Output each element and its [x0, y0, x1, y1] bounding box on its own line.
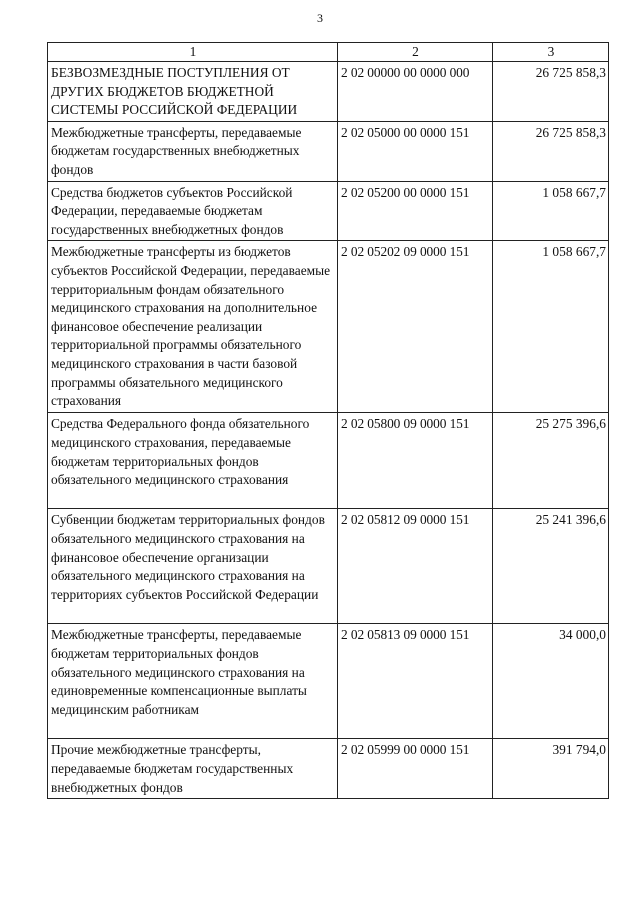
column-header-3: 3	[493, 43, 609, 62]
row-code: 2 02 05200 00 0000 151	[338, 181, 493, 241]
row-amount: 34 000,0	[493, 624, 609, 739]
row-name: Межбюджетные трансферты, передаваемые бюджетам государственных внебюджетных фондов	[48, 121, 338, 181]
row-amount: 25 275 396,6	[493, 413, 609, 509]
row-code: 2 02 05813 09 0000 151	[338, 624, 493, 739]
table-row	[48, 62, 609, 122]
row-amount: 391 794,0	[493, 739, 609, 799]
row-code: 2 02 05812 09 0000 151	[338, 509, 493, 624]
row-name: БЕЗВОЗМЕЗДНЫЕ ПОСТУПЛЕНИЯ ОТ ДРУГИХ БЮДЖЕТОВ БЮДЖЕТНОЙ СИСТЕМЫ РОССИЙСКОЙ ФЕДЕРАЦИИ	[48, 62, 338, 122]
column-header-2: 2	[338, 43, 493, 62]
row-name: Субвенции бюджетам территориальных фондов обязательного медицинского страхования на финансовое обеспечение организации обязательного медицинского страхования на территориях субъектов Российской Федерации	[48, 509, 338, 624]
budget-revenue-table	[47, 42, 609, 799]
row-code: 2 02 05999 00 0000 151	[338, 739, 493, 799]
row-code: 2 02 00000 00 0000 000	[338, 62, 493, 122]
row-amount: 26 725 858,3	[493, 62, 609, 122]
page-number: 3	[317, 11, 323, 25]
table-row	[48, 121, 609, 181]
row-name: Межбюджетные трансферты, передаваемые бюджетам территориальных фондов обязательного медицинского страхования на единовременные компенсационные выплаты медицинским работникам	[48, 624, 338, 739]
row-code: 2 02 05800 09 0000 151	[338, 413, 493, 509]
row-amount: 26 725 858,3	[493, 121, 609, 181]
table-row	[48, 509, 609, 624]
row-code: 2 02 05202 09 0000 151	[338, 241, 493, 413]
row-amount: 25 241 396,6	[493, 509, 609, 624]
row-name: Средства Федерального фонда обязательного медицинского страхования, передаваемые бюджетам территориальных фондов обязательного медицинского страхования	[48, 413, 338, 509]
row-code: 2 02 05000 00 0000 151	[338, 121, 493, 181]
row-amount: 1 058 667,7	[493, 181, 609, 241]
row-name: Прочие межбюджетные трансферты, передаваемые бюджетам государственных внебюджетных фондов	[48, 739, 338, 799]
table-header-row	[48, 43, 609, 62]
table-row	[48, 241, 609, 413]
table-row	[48, 413, 609, 509]
table-row	[48, 624, 609, 739]
column-header-1: 1	[48, 43, 338, 62]
row-name: Средства бюджетов субъектов Российской Федерации, передаваемые бюджетам государственных внебюджетных фондов	[48, 181, 338, 241]
row-amount: 1 058 667,7	[493, 241, 609, 413]
table-row	[48, 739, 609, 799]
row-name: Межбюджетные трансферты из бюджетов субъектов Российской Федерации, передаваемые территориальным фондам обязательного медицинского страхования на дополнительное финансовое обеспечение реализации территориальной программы обязательного медицинского страхования в части базовой программы обязательного медицинского страхования	[48, 241, 338, 413]
table-row	[48, 181, 609, 241]
